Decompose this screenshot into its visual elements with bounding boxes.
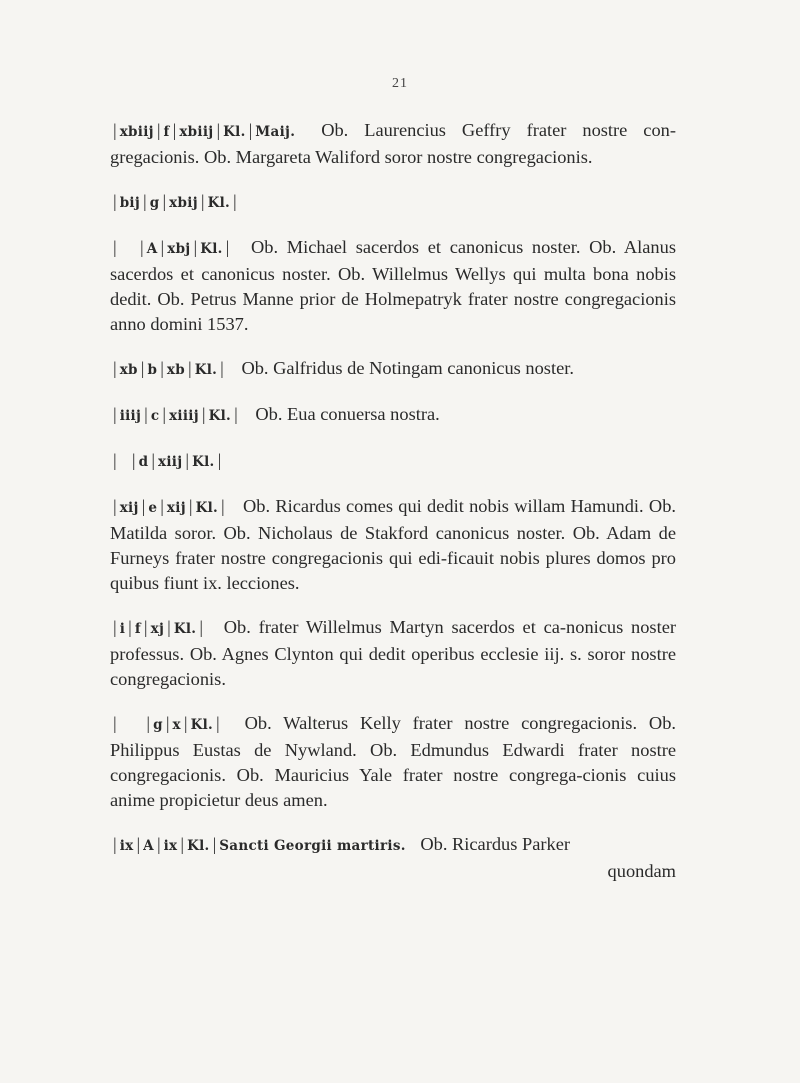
calendar-entry: [110, 615, 676, 692]
calendar-entry: [110, 494, 676, 596]
dominical-letter: A: [146, 241, 158, 257]
obit-text: Ob. Walterus Kelly frater nostre congregacionis. Ob. Philippus Eustas de Nywland. Ob. Edmundus Edwardi frater nostre congregacionis. Ob. Mauricius Yale frater nostre congrega-cionis cuius anime propicietur deus amen.: [110, 713, 676, 810]
calendar-entry: [110, 711, 676, 813]
roman-day: xbj: [167, 241, 191, 257]
kalends-mark: Kl.: [208, 408, 232, 424]
kalends-mark: Kl.: [207, 195, 231, 211]
dominical-letter: e: [148, 500, 158, 516]
calendar-prefix: | bij | g | xbij | Kl. |: [113, 191, 237, 211]
calendar-entry: [110, 235, 676, 337]
continuation-text: quondam: [607, 861, 676, 881]
obit-text: Ob. Eua conuersa nostra.: [255, 404, 440, 424]
calendar-prefix: | | A | xbj | Kl. |: [113, 237, 230, 257]
roman-day: xij: [166, 500, 186, 516]
page-number: 21: [392, 76, 408, 91]
dominical-letter: f: [163, 124, 170, 140]
obit-text: Ob. Laurencius Geffry frater nostre con-gregacionis. Ob. Margareta Waliford soror nostre congregacionis.: [110, 120, 676, 167]
calendar-prefix: | iiij | c | xiiij | Kl. |: [113, 404, 238, 424]
calendar-entry: [110, 832, 676, 884]
golden-number: bij: [119, 195, 141, 211]
roman-day: ix: [163, 838, 178, 854]
dominical-letter: c: [150, 408, 160, 424]
dominical-letter: g: [153, 717, 163, 733]
calendar-entry: [110, 118, 676, 170]
calendar-prefix: | xbiij | f | xbiij | Kl. | Maij.: [113, 120, 296, 140]
roman-day: xiij: [158, 454, 183, 470]
calendar-entry: [110, 402, 676, 429]
calendar-prefix: | ix | A | ix | Kl. | Sancti Georgii martiris.: [113, 834, 406, 854]
kalends-mark: Kl.: [223, 124, 246, 140]
obit-text: Ob. frater Willelmus Martyn sacerdos et ca-nonicus noster professus. Ob. Agnes Clynton qui dedit operibus ecclesie iij. s. soror nostre congregacionis.: [110, 617, 676, 689]
kalends-mark: Kl.: [200, 241, 223, 257]
obit-text: Ob. Ricardus Parker: [420, 834, 570, 854]
roman-day: xbiij: [179, 124, 214, 140]
kalends-mark: Kl.: [173, 621, 197, 637]
roman-day: xb: [166, 362, 185, 378]
calendar-prefix: | | d | xiij | Kl. |: [113, 450, 222, 470]
kalends-mark: Kl.: [194, 362, 218, 378]
calendar-entry: [110, 356, 676, 383]
golden-number: i: [119, 621, 126, 637]
kalends-mark: Kl.: [190, 717, 214, 733]
golden-number: xij: [119, 500, 139, 516]
calendar-entry: [110, 189, 676, 216]
roman-day: xiiij: [169, 408, 199, 424]
kalends-mark: Kl.: [187, 838, 210, 854]
kalends-mark: Kl.: [192, 454, 215, 470]
obit-text: Ob. Ricardus comes qui dedit nobis willam Hamundi. Ob. Matilda soror. Ob. Nicholaus de Stakford canonicus noster. Ob. Adam de Furneys frater nostre congregacionis qui edi-ficauit nobis plures domos pro quibus fiunt ix. lecciones.: [110, 496, 676, 593]
calendar-prefix: | xij | e | xij | Kl. |: [113, 496, 225, 516]
kalends-mark: Kl.: [195, 500, 219, 516]
calendar-entries: [110, 118, 676, 903]
golden-number: ix: [119, 838, 134, 854]
dominical-letter: g: [149, 195, 160, 211]
roman-day: xj: [150, 621, 165, 637]
obit-text: Ob. Michael sacerdos et canonicus noster. Ob. Alanus sacerdos et canonicus noster. Ob. Willelmus Wellys qui multa bona nobis dedit. Ob. Petrus Manne prior de Holmepatryk frater nostre congregacionis anno domini 1537.: [110, 237, 676, 334]
roman-day: xbij: [169, 195, 198, 211]
feast-name: Sancti Georgii martiris.: [219, 838, 406, 854]
golden-number: xb: [119, 362, 138, 378]
obit-text: Ob. Galfridus de Notingam canonicus noster.: [241, 358, 574, 378]
calendar-prefix: | i | f | xj | Kl. |: [113, 617, 203, 637]
dominical-letter: f: [134, 621, 141, 637]
dominical-letter: b: [147, 362, 158, 378]
dominical-letter: A: [143, 838, 154, 854]
roman-day: x: [172, 717, 181, 733]
calendar-entry: [110, 448, 676, 475]
calendar-prefix: | xb | b | xb | Kl. |: [113, 358, 224, 378]
golden-number: iiij: [119, 408, 142, 424]
golden-number: xbiij: [119, 124, 154, 140]
calendar-prefix: | | g | x | Kl. |: [113, 713, 220, 733]
month-name: Maij.: [255, 124, 296, 140]
dominical-letter: d: [138, 454, 149, 470]
